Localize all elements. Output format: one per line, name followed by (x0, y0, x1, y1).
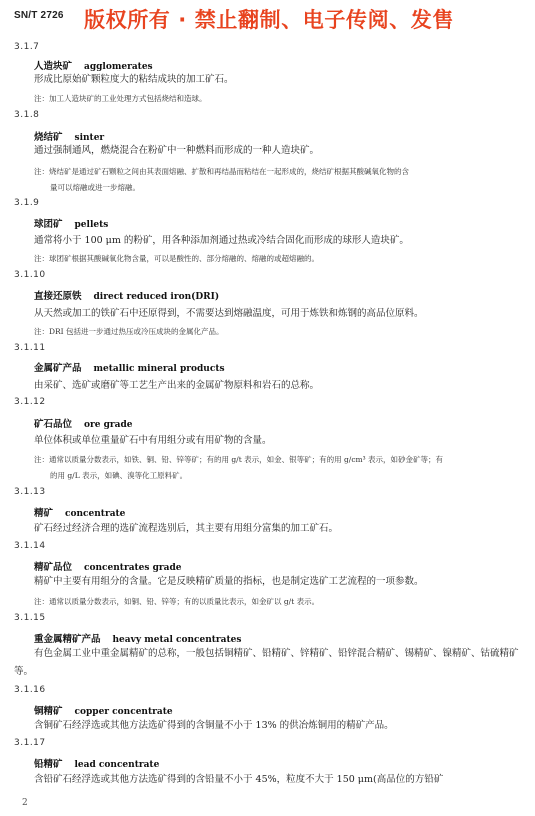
section-number: 3.1.13 (14, 487, 46, 497)
section-number: 3.1.15 (14, 613, 46, 623)
term-definition: 从天然或加工的铁矿石中还原得到，不需要达到熔融温度，可用于炼铁和炼钢的高品位原料。 (34, 308, 424, 319)
term-chinese: 精矿品位 (34, 562, 73, 573)
term-definition: 形成比原始矿颗粒度大的粘结成块的加工矿石。 (34, 74, 234, 85)
section-number: 3.1.14 (14, 541, 46, 551)
term-english: sinter (74, 133, 105, 143)
term-chinese: 铅精矿 (34, 759, 63, 770)
term-english: copper concentrate (74, 707, 173, 717)
term-chinese: 矿石品位 (34, 419, 73, 430)
term-definition: 含铜矿石经浮选或其他方法选矿得到的含铜量不小于 13% 的供冶炼铜用的精矿产品。 (34, 720, 394, 731)
term-heading (34, 631, 241, 645)
term-definition: 通过强制通风，燃烧混合在粉矿中一种燃料而形成的一种人造块矿。 (34, 145, 320, 156)
term-chinese: 直接还原铁 (34, 291, 82, 302)
term-chinese: 球团矿 (34, 219, 63, 230)
page-number: 2 (22, 798, 28, 808)
term-chinese: 烧结矿 (34, 132, 63, 143)
term-definition: 由采矿、选矿或磨矿等工艺生产出来的金属矿物原料和岩石的总称。 (34, 380, 320, 391)
term-note: 注：烧结矿是通过矿石颗粒之间由其表面熔融、扩散和再结晶而粘结在一起形成的，烧结矿根据其酸碱氧化物的含 (34, 167, 409, 176)
term-heading (34, 360, 225, 374)
term-definition: 有色金属工业中重金属精矿的总称，一般包括铜精矿、铅精矿、锌精矿、铅锌混合精矿、锡精矿、镍精矿、钴硫精矿等。 (14, 648, 519, 677)
page-header (14, 8, 524, 32)
term-english: concentrate (65, 509, 126, 519)
term-english: pellets (74, 220, 109, 230)
term-note: 注：DRI 包括进一步通过热压或冷压成块的金属化产品。 (34, 327, 224, 336)
term-english: metallic mineral products (93, 364, 225, 374)
term-chinese: 金属矿产品 (34, 363, 82, 374)
standard-code: SN/T 2726 (14, 10, 64, 21)
section-number: 3.1.10 (14, 270, 46, 280)
term-heading (34, 559, 182, 573)
term-english: concentrates grade (84, 563, 182, 573)
term-english: lead concentrate (74, 760, 160, 770)
term-english: ore grade (84, 420, 133, 430)
term-chinese: 铜精矿 (34, 706, 63, 717)
term-definition: 精矿中主要有用组分的含量。它是反映精矿质量的指标，也是制定选矿工艺流程的一项参数。 (34, 576, 424, 587)
section-number: 3.1.11 (14, 343, 46, 353)
term-note: 注：通常以质量分数表示，如铁、铜、铅、锌等矿；有的用 g/t 表示，如金、银等矿；有的用 g/cm³ 表示，如砂金矿等；有 (34, 455, 444, 464)
term-definition: 单位体积或单位重量矿石中有用组分或有用矿物的含量。 (34, 435, 272, 446)
term-heading (34, 288, 219, 302)
term-definition: 矿石经过经济合理的选矿流程选别后，其主要有用组分富集的加工矿石。 (34, 523, 339, 534)
term-english: direct reduced iron(DRI) (93, 292, 220, 302)
term-heading (34, 703, 173, 717)
copyright-watermark: 版权所有 · 禁止翻制、电子传阅、发售 (84, 8, 454, 32)
term-english: agglomerates (84, 62, 153, 72)
term-note-continued (34, 469, 524, 483)
section-number: 3.1.17 (14, 738, 46, 748)
section-number: 3.1.8 (14, 110, 40, 120)
term-definition: 通常将小于 100 μm 的粉矿，用各种添加剂通过热或冷结合固化而形成的球形人造块矿。 (34, 235, 409, 246)
term-heading (34, 505, 125, 519)
term-chinese: 重金属精矿产品 (34, 634, 101, 645)
section-number: 3.1.12 (14, 397, 46, 407)
note-continuation: 的用 g/L 表示，如碘、溴等化工原料矿。 (50, 471, 188, 480)
term-chinese: 人造块矿 (34, 61, 73, 72)
term-heading (34, 58, 153, 72)
term-note: 注：加工人造块矿的工业处理方式包括烧结和造球。 (34, 94, 207, 103)
term-heading (34, 756, 159, 770)
term-note: 注：通常以质量分数表示，如铜、铅、锌等；有的以质量比表示，如金矿以 g/t 表示。 (34, 597, 320, 606)
term-chinese: 精矿 (34, 508, 54, 519)
section-number: 3.1.9 (14, 198, 40, 208)
term-note-continued (34, 181, 524, 195)
section-number: 3.1.16 (14, 685, 46, 695)
term-definition: 含铅矿石经浮选或其他方法选矿得到的含铅量不小于 45%，粒度不大于 150 μm(高品位的方铅矿 (34, 774, 444, 785)
section-number: 3.1.7 (14, 42, 40, 52)
term-heading (34, 129, 104, 143)
term-heading (34, 216, 108, 230)
term-heading (34, 416, 133, 430)
term-english: heavy metal concentrates (112, 635, 242, 645)
note-continuation: 量可以熔融或进一步熔融。 (50, 183, 140, 192)
term-note: 注：球团矿根据其酸碱氧化物含量，可以是酸性的、部分熔融的、熔融的或超熔融的。 (34, 254, 319, 263)
